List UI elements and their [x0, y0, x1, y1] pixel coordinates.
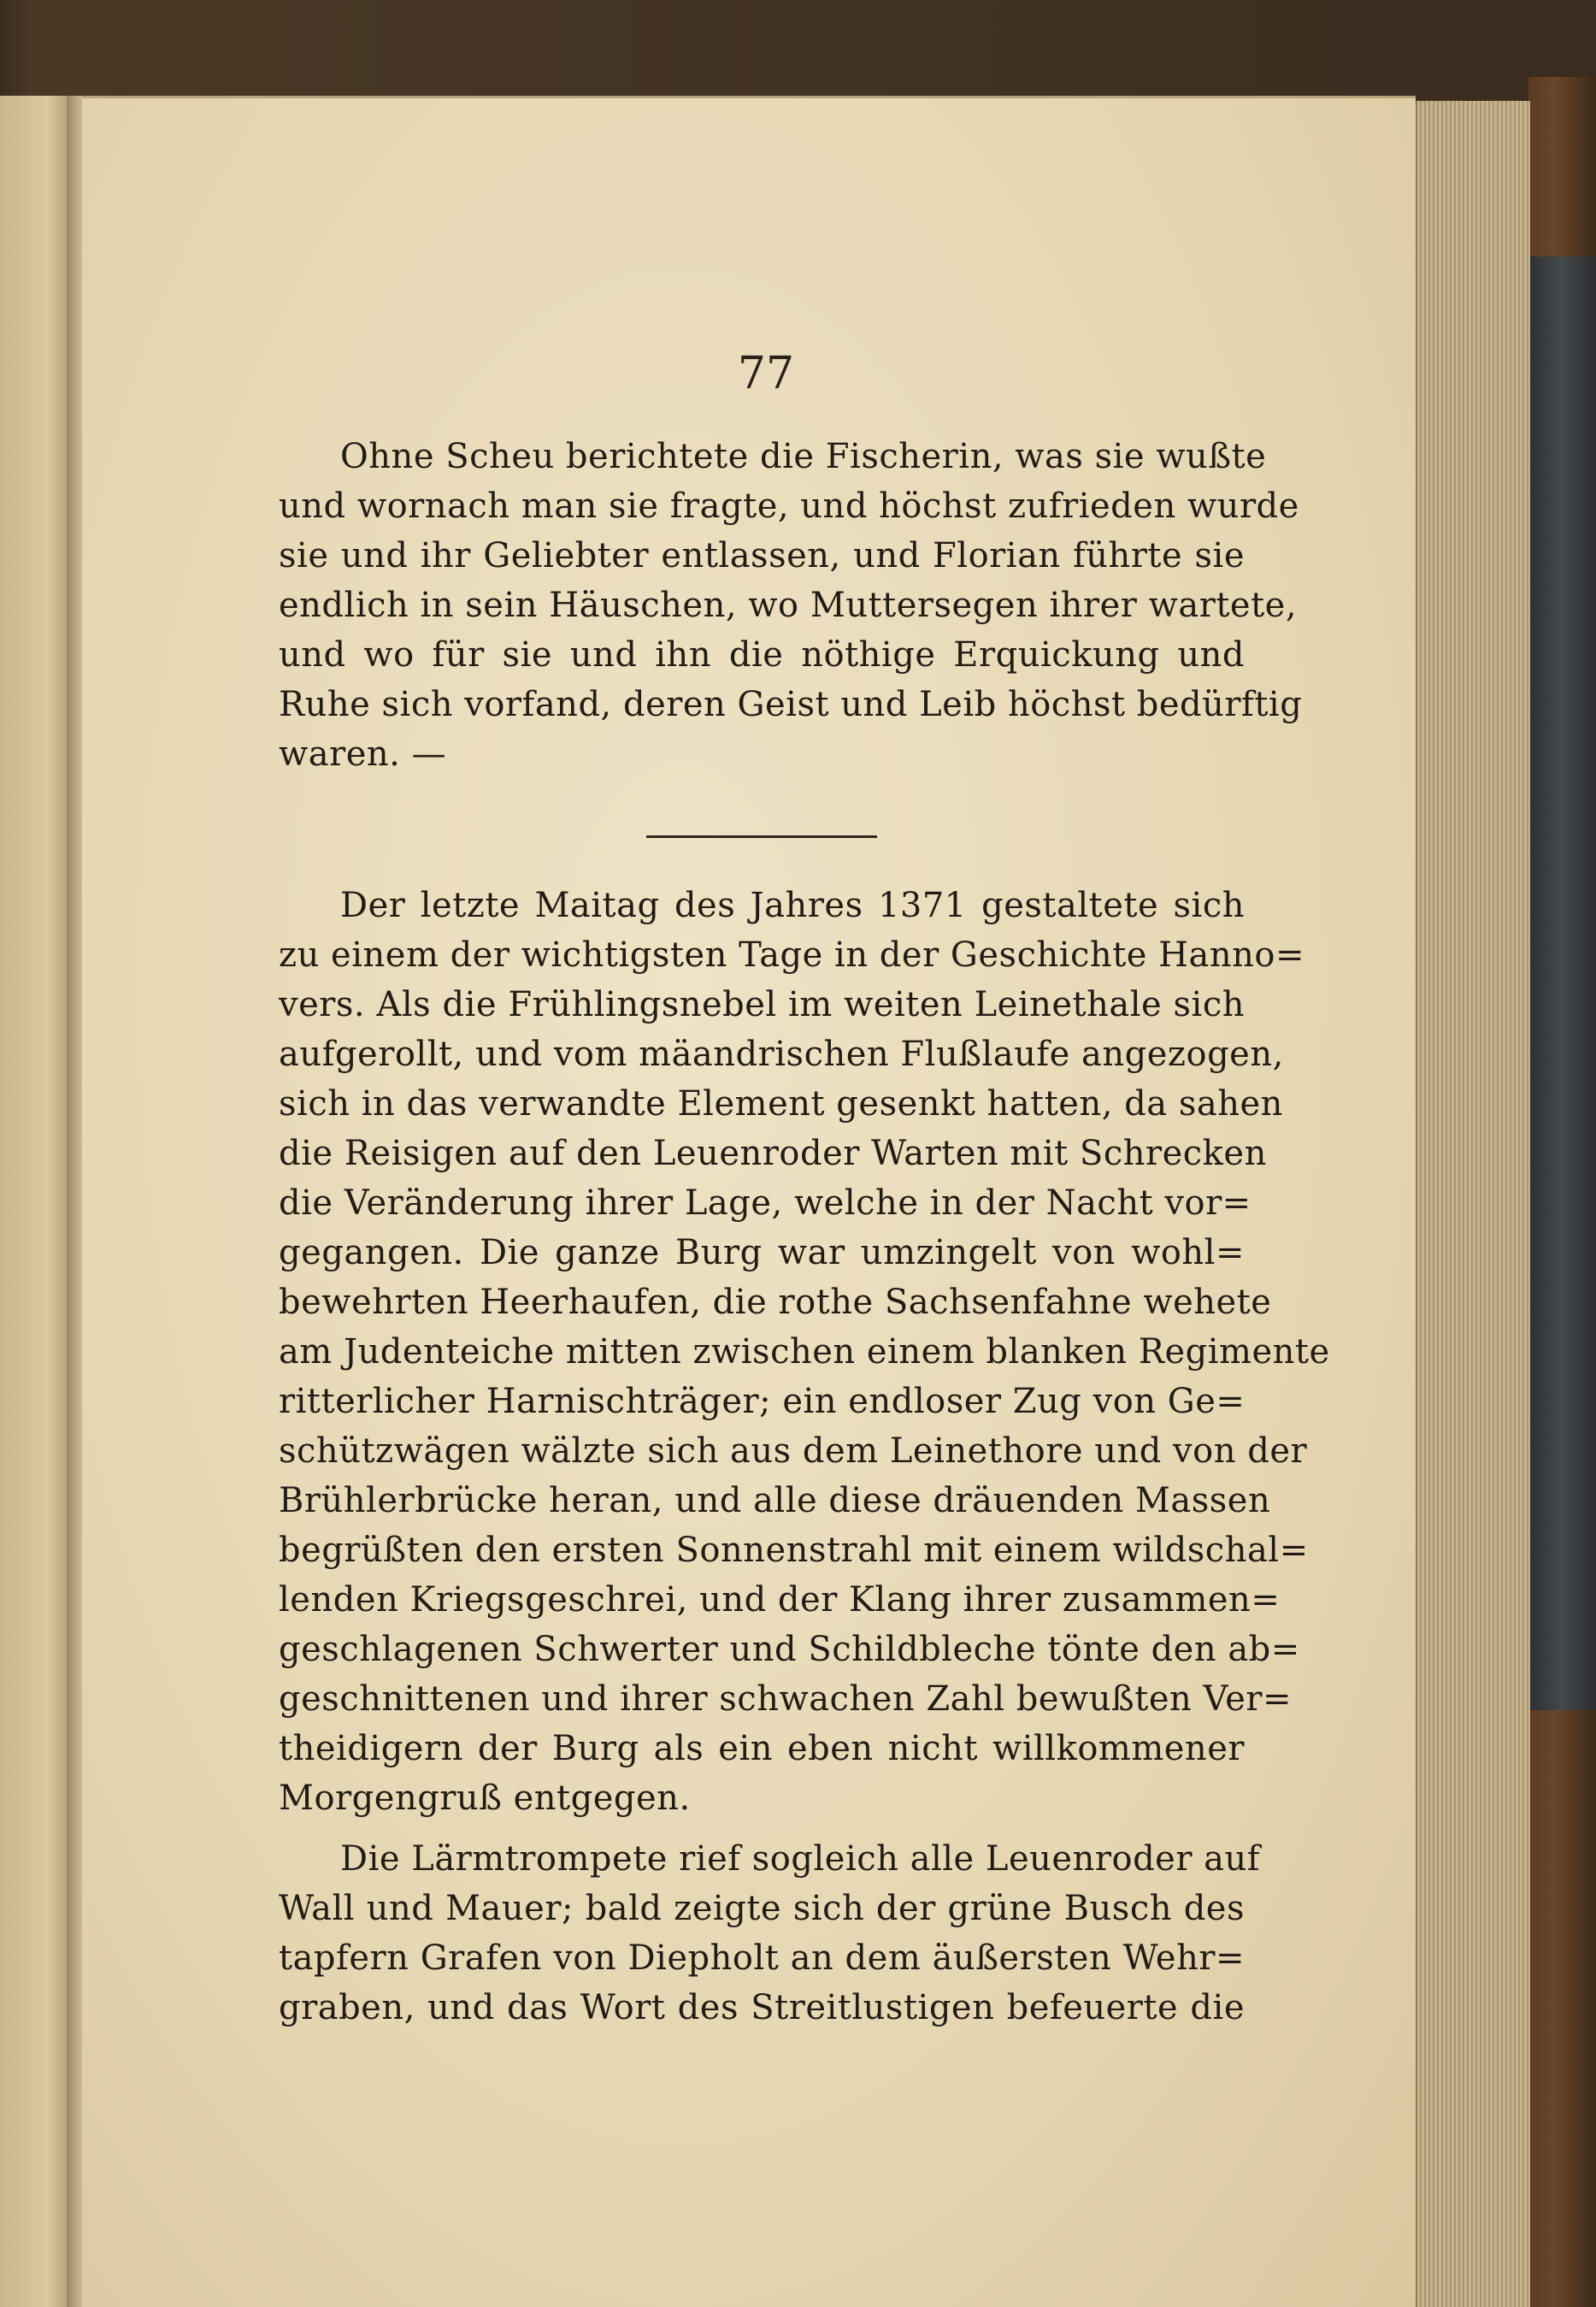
text-line: schützwägen wälzte sich aus dem Leinethore und von der [279, 1431, 1308, 1471]
text-line: und wornach man sie fragte, und höchst zufrieden wurde [279, 487, 1299, 526]
paragraph-2 [279, 881, 1330, 1823]
book-cover-band [1528, 257, 1596, 1710]
text-line: gegangen. Die ganze Burg war umzingelt von wohl= [279, 1233, 1245, 1272]
text-line: vers. Als die Frühlingsnebel im weiten Leinethale sich [279, 985, 1245, 1024]
text-line: und wo für sie und ihn die nöthige Erquickung und [279, 635, 1245, 675]
text-line: Ruhe sich vorfand, deren Geist und Leib höchst bedürftig [279, 685, 1303, 724]
text-line: Wall und Mauer; bald zeigte sich der grüne Busch des [279, 1889, 1245, 1928]
section-divider [646, 835, 877, 838]
page-number: 77 [737, 348, 795, 399]
text-line: die Veränderung ihrer Lage, welche in der Nacht vor= [279, 1183, 1251, 1223]
text-line: am Judenteiche mitten zwischen einem blanken Regimente [279, 1332, 1330, 1372]
page-stack-edge [1416, 101, 1530, 2307]
text-line: sich in das verwandte Element gesenkt hatten, da sahen [279, 1084, 1283, 1124]
text-line: sie und ihr Geliebter entlassen, und Florian führte sie [279, 536, 1245, 575]
book-page [82, 96, 1416, 2307]
text-line: endlich in sein Häuschen, wo Muttersegen ihrer wartete, [279, 586, 1298, 625]
text-line: Ohne Scheu berichtete die Fischerin, was sie wußte [340, 437, 1267, 476]
text-line: tapfern Grafen von Diepholt an dem äußersten Wehr= [279, 1938, 1245, 1978]
text-line: Der letzte Maitag des Jahres 1371 gestaltete sich [340, 886, 1245, 925]
text-line: bewehrten Heerhaufen, die rothe Sachsenfahne wehete [279, 1283, 1272, 1322]
text-line: waren. — [279, 735, 447, 774]
paragraph-1 [279, 432, 1303, 779]
text-line: geschlagenen Schwerter und Schildbleche tönte den ab= [279, 1630, 1300, 1669]
text-line: geschnittenen und ihrer schwachen Zahl bewußten Ver= [279, 1679, 1293, 1719]
text-line: aufgerollt, und vom mäandrischen Flußlaufe angezogen, [279, 1035, 1284, 1074]
text-line: theidigern der Burg als ein eben nicht willkommener [279, 1729, 1245, 1768]
text-line: ritterlicher Harnischträger; ein endloser Zug von Ge= [279, 1382, 1246, 1421]
paragraph-3 [279, 1834, 1261, 2033]
text-line: Morgengruß entgegen. [279, 1779, 691, 1818]
text-line: lenden Kriegsgeschrei, und der Klang ihrer zusammen= [279, 1580, 1281, 1620]
text-line: die Reisigen auf den Leuenroder Warten mit Schrecken [279, 1134, 1267, 1173]
text-line: begrüßten den ersten Sonnenstrahl mit einem wildschal= [279, 1531, 1309, 1570]
facing-page-edge [0, 96, 68, 2307]
text-line: Brühlerbrücke heran, und alle diese dräuenden Massen [279, 1481, 1271, 1520]
text-line: zu einem der wichtigsten Tage in der Geschichte Hanno= [279, 935, 1305, 975]
text-line: Die Lärmtrompete rief sogleich alle Leuenroder auf [340, 1839, 1261, 1879]
text-line: graben, und das Wort des Streitlustigen befeuerte die [279, 1988, 1245, 2027]
